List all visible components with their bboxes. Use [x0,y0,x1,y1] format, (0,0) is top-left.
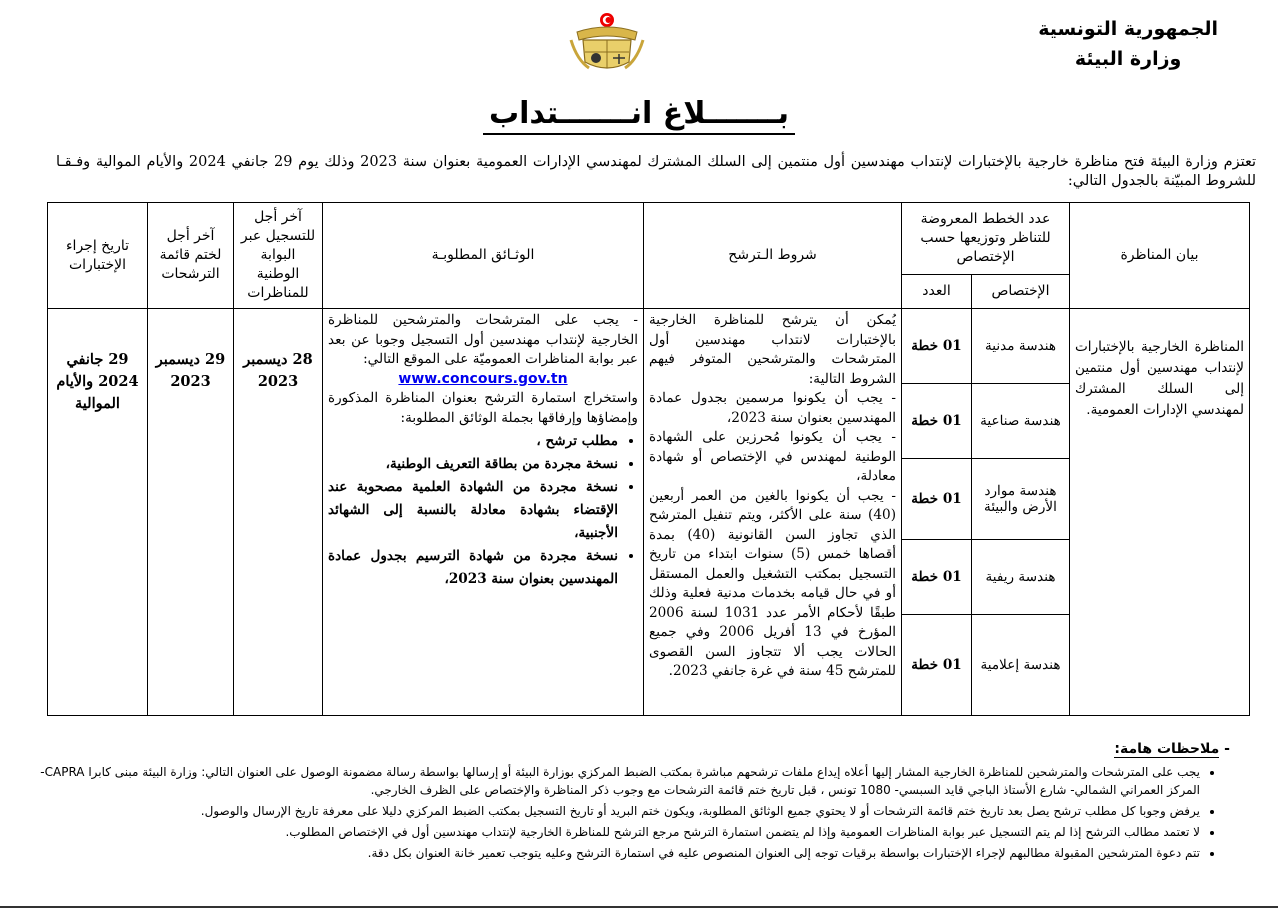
header-conditions: شروط الـترشح [644,203,902,309]
documents-after: واستخراج استمارة الترشح بعنوان المناظرة المذكورة وإمضاؤها وإرفاقها بجملة الوثائق المطلوبة: [328,390,638,426]
document-item: • مطلب ترشح ، [328,430,618,453]
exam-date: 29 جانفي 2024 والأيام الموالية [48,309,148,716]
note-item: • لا تعتمد مطالب الترشح إذا لم يتم التسجيل عبر بوابة المناظرات العمومية وإذا لم يتضمن استمارة الترشح مرجع الترشح للمناظرة الخارجية لإنتداب مهندسين أول في الإختصاص المطلوب. [20,823,1200,841]
header-plans: عدد الخطط المعروضة للتناظر وتوزيعها حسب الإختصاص [902,203,1070,275]
notes-title: - ملاحظات هامة: [1114,741,1230,757]
recruitment-table [47,202,1250,716]
specialty-name: هندسة إعلامية [972,615,1070,716]
ministry-name: وزارة البيئة [1074,48,1182,70]
country-name: الجمهورية التونسية [1038,18,1218,40]
deadline-close: 29 ديسمبر 2023 [148,309,234,716]
header-exam-date: تاريخ إجراء الإختبارات [48,203,148,309]
notes-list [20,763,1222,865]
specialty-count: 01 خطة [902,384,972,459]
header-documents: الوثـائق المطلوبـة [323,203,644,309]
specialty-count: 01 خطة [902,459,972,540]
documents-intro: - يجب على المترشحات والمترشحين للمناظرة الخارجية لإنتداب مهندسين أول التسجيل وجوبا عن بعد عبر بوابة المناظرات العموميّة على الموقع التالي: [328,312,638,367]
condition-item: - يجب أن يكونوا مرسمين بجدول عمادة المهندسين بعنوان سنة 2023، [649,390,896,426]
condition-item: - يجب أن يكونوا بالغين من العمر أربعين (40) سنة على الأكثر، ويتم تنفيل المترشح الذي تجاوز السن القانونية (40) بمدة أقصاها خمس (5) سنوات ابتداء من تاريخ التسجيل بمكتب التشغيل والعمل المستقل أو في حال قيامه بخدمات مدنية فعلية وذلك طبقًا لأحكام الأمر عدد 1031 لسنة 2006 المؤرخ في 13 أفريل 2006 وفي جميع الحالات يجب ألا تتجاوز السن القصوى للمترشح 45 سنة في غرة جانفي 2023. [649,487,896,679]
specialty-name: هندسة مدنية [972,309,1070,384]
specialty-name: هندسة ريفية [972,540,1070,615]
specialty-count: 01 خطة [902,540,972,615]
documents-list [328,430,638,591]
concours-website-link[interactable]: www.concours.gov.tn [398,370,568,387]
contest-description: المناظرة الخارجية بالإختبارات لإنتداب مهندسين أول منتمين إلى السلك المشترك لمهندسي الإدارات العمومية. [1070,309,1250,716]
specialty-count: 01 خطة [902,615,972,716]
specialty-name: هندسة صناعية [972,384,1070,459]
document-item: • نسخة مجردة من شهادة الترسيم بجدول عمادة المهندسين بعنوان سنة 2023، [328,545,618,591]
note-item: • يجب على المترشحات والمترشحين للمناظرة الخارجية المشار إليها أعلاه إيداع ملفات ترشحهم مباشرة بمكتب الضبط المركزي بوزارة البيئة أو إرسالها بواسطة رسالة مضمونة الوصول على العنوان التالي: وزارة البيئة مبنى كابرا CAPRA-المركز العمراني الشمالي- شارع الأستاذ الباجي قايد السبسي- 1080 تونس ، قبل تاريخ ختم قائمة الترشحات مع وجوب ذكر المناظرة والإختصاص على الظرف الخارجي. [20,763,1200,799]
document-item: • نسخة مجردة من الشهادة العلمية مصحوبة عند الإقتضاء بشهادة معادلة بالنسبة إلى الشهائد الأجنبية، [328,476,618,545]
deadline-register: 28 ديسمبر 2023 [234,309,323,716]
letterhead [1038,14,1218,74]
specialty-count: 01 خطة [902,309,972,384]
header-contest: بيان المناظرة [1070,203,1250,309]
header-deadline-register: آخر أجل للتسجيل عبر البوابة الوطنية للمناظرات [234,203,323,309]
header-specialty: الإختصاص [972,275,1070,309]
note-item: • تتم دعوة المترشحين المقبولة مطالبهم لإجراء الإختبارات بواسطة برقيات توجه إلى العنوان المنصوص عليه في استمارة الترشح وعليه يتوجب تعمير خانة العنوان بكل دقة. [20,844,1200,862]
header-count: العدد [902,275,972,309]
intro-paragraph: تعتزم وزارة البيئة فتح مناظرة خارجية بالإختبارات لإنتداب مهندسين أول منتمين إلى السلك المشترك لمهندسي الإدارات العمومية بعنوان سنة 2023 وذلك يوم 29 جانفي 2024 والأيام الموالية وفـقـا للشروط المبيّنة بالجدول التالي: [56,154,1256,189]
conditions-cell [644,309,902,716]
coat-of-arms-icon [569,10,645,74]
page-title: بـــــــلاغ انـــــــتداب [0,96,1278,131]
specialty-name: هندسة موارد الأرض والبيئة [972,459,1070,540]
documents-cell [323,309,644,716]
note-item: • يرفض وجوبا كل مطلب ترشح يصل بعد تاريخ ختم قائمة الترشحات أو لا يحتوي جميع الوثائق المطلوبة، ويكون ختم البريد أو تاريخ التسجيل بمكتب الضبط المركزي دليلا على معرفة تاريخ الإرسال والوصول. [20,802,1200,820]
condition-item: - يجب أن يكونوا مُحرزين على الشهادة الوطنية لمهندس في الإختصاص أو شهادة معادلة، [649,429,896,484]
bottom-divider [0,906,1278,908]
conditions-intro: يُمكن أن يترشح للمناظرة الخارجية بالإختبارات لانتداب مهندسين أول المترشحات والمترشحين المتوفر فيهم الشروط التالية: [649,312,896,387]
document-item: • نسخة مجردة من بطاقة التعريف الوطنية، [328,453,618,476]
header-deadline-close: آخر أجل لختم قائمة الترشحات [148,203,234,309]
